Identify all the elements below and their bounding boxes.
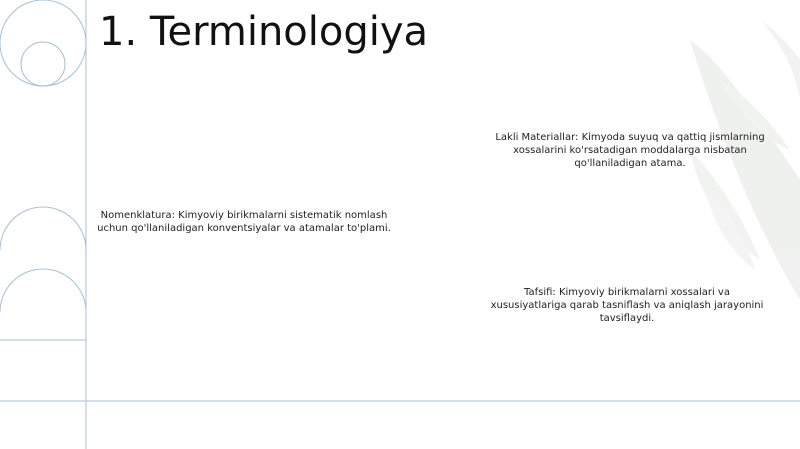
- text-block-lakli-materiallar: Lakli Materiallar: Kimyoda suyuq va qattiq jismlarning xossalarini ko'rsatadigan moddalarga nisbatan qo'llaniladigan atama.: [495, 132, 765, 169]
- slide-title: 1. Terminologiya: [99, 9, 429, 55]
- text-block-nomenklatura: Nomenklatura: Kimyoviy birikmalarni sistematik nomlash uchun qo'llaniladigan konventsiyalar va atamalar to'plami.: [97, 210, 391, 234]
- text-block-tafsifi: Tafsifi: Kimyoviy birikmalarni xossalari va xususiyatlariga qarab tasniflash va aniqlash jarayonini tavsiflaydi.: [490, 287, 764, 324]
- deco-arch-lower: [0, 269, 86, 340]
- deco-arch-upper: [0, 207, 86, 250]
- deco-circle-large: [0, 0, 86, 86]
- deco-circle-small: [21, 42, 65, 86]
